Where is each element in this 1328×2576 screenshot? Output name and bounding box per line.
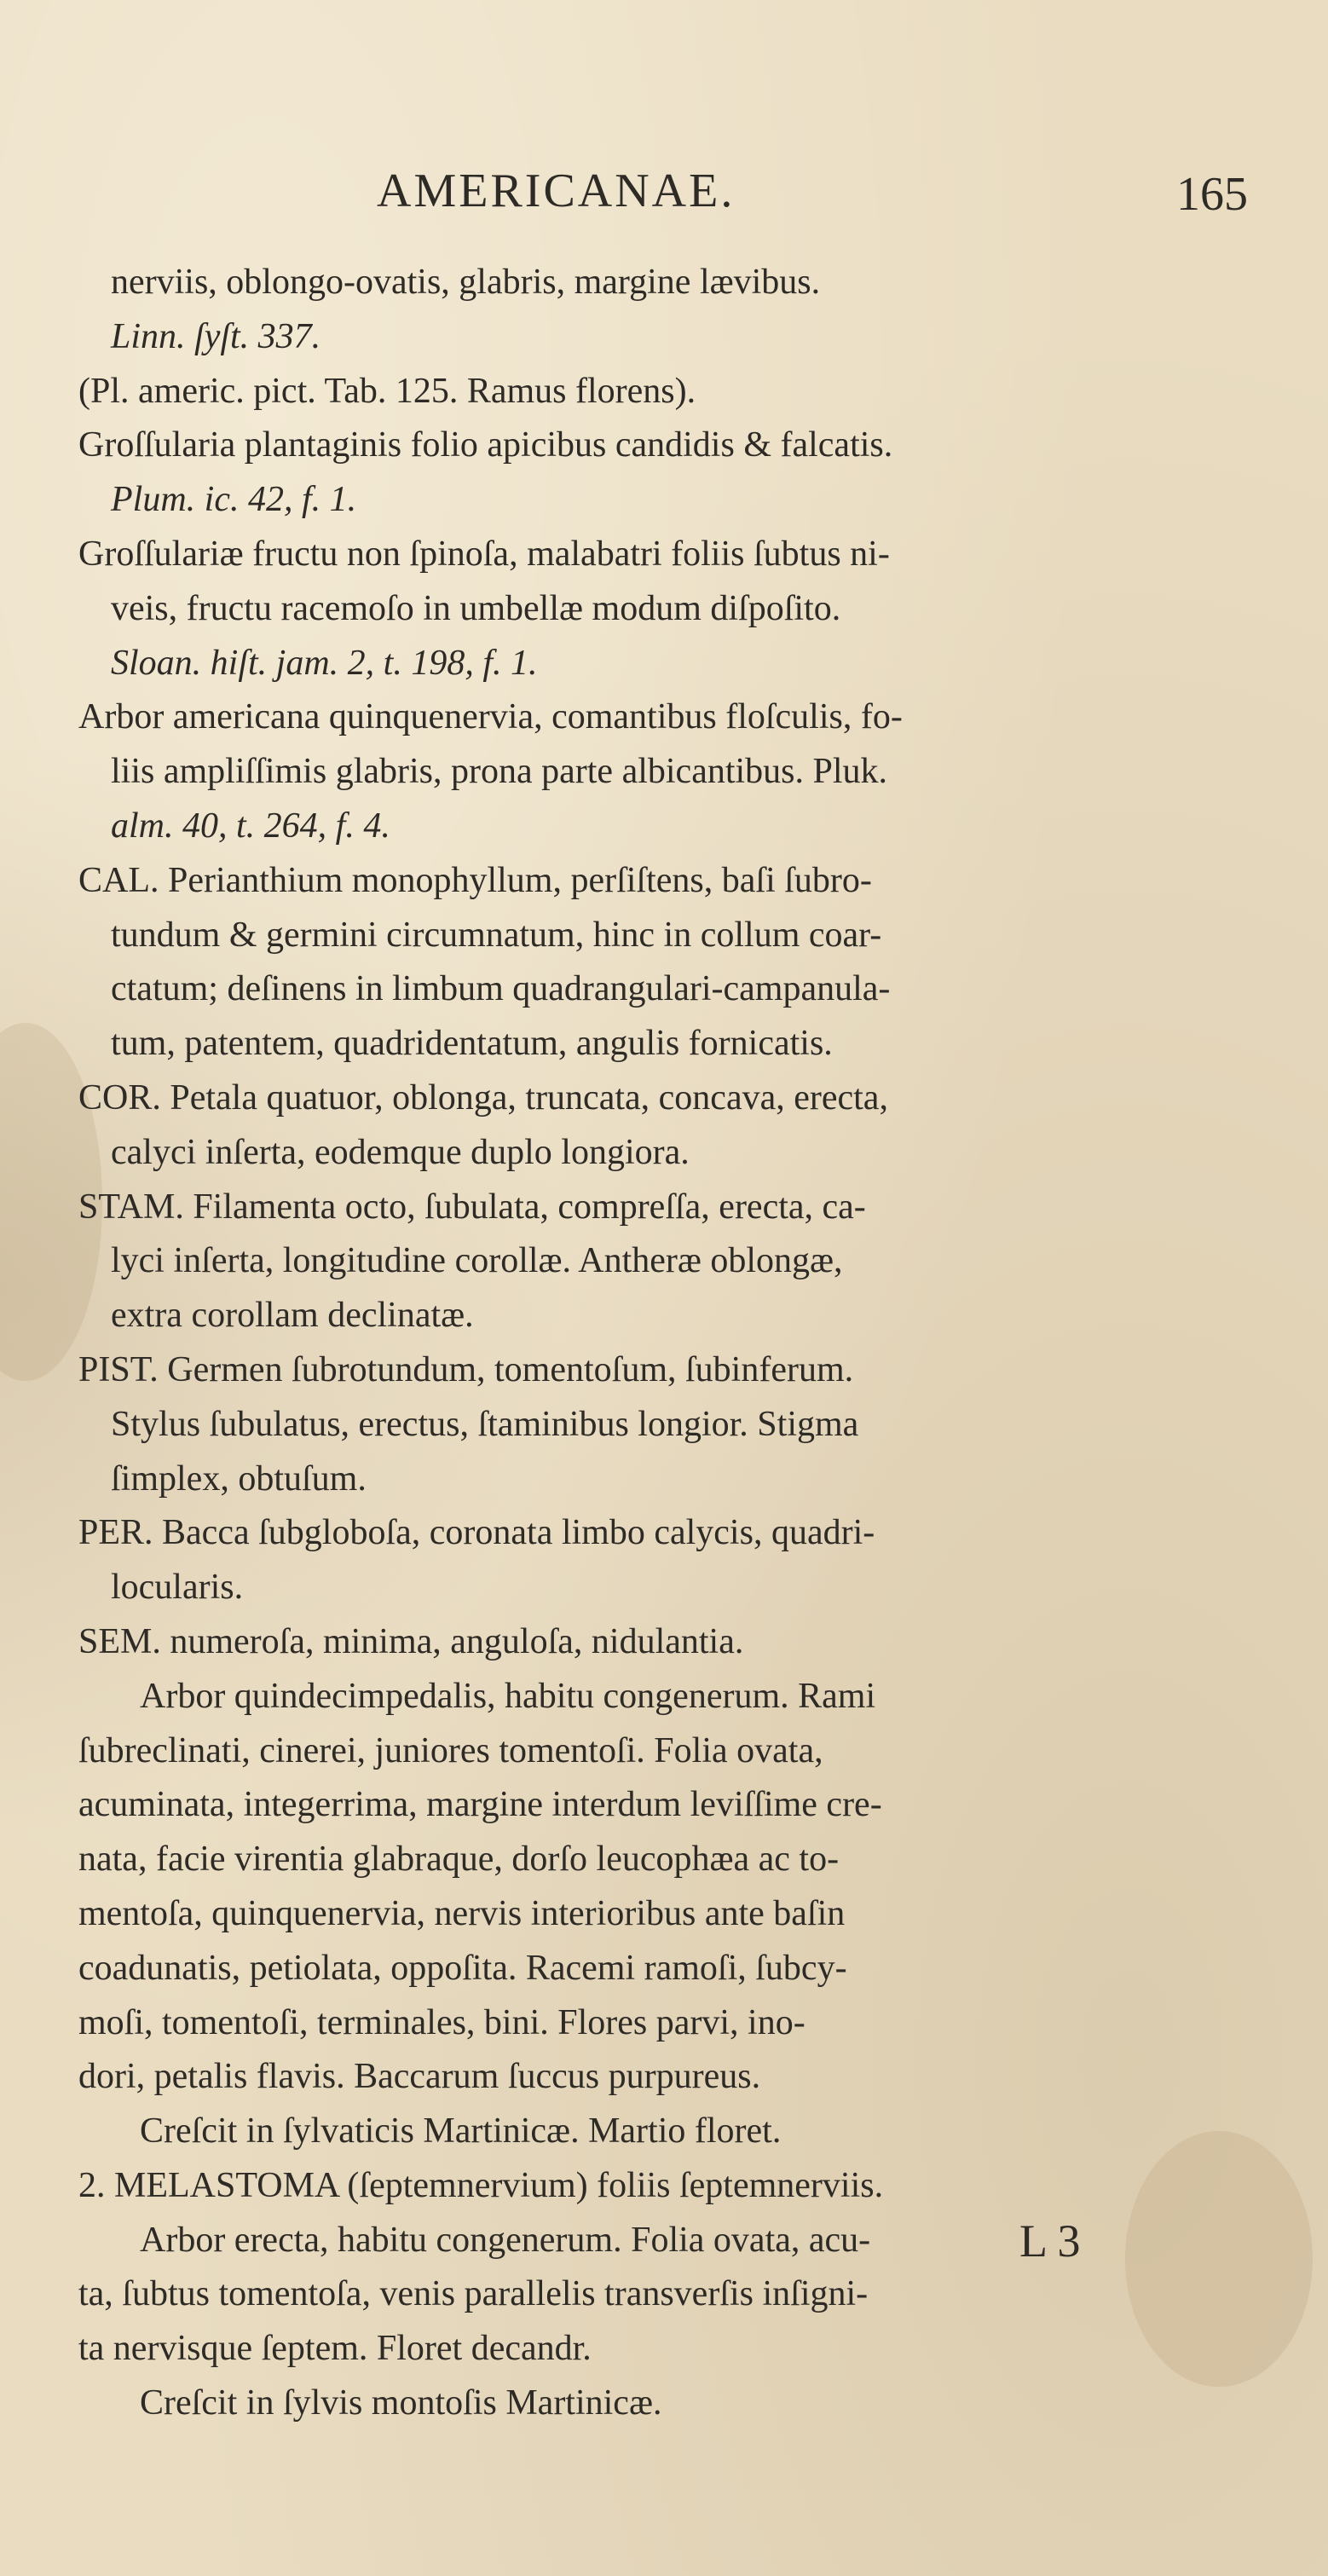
text-line: STAM. Filamenta octo, ſubulata, compreſſa, erecta, ca- [78, 1187, 866, 1227]
text-line: nerviis, oblongo-ovatis, glabris, margine lævibus. [111, 263, 821, 302]
page-number: 165 [1176, 168, 1248, 221]
text-line: CAL. Perianthium monophyllum, perſiſtens, baſi ſubro- [78, 860, 872, 900]
text-line: (Pl. americ. pict. Tab. 125. Ramus florens). [78, 371, 696, 411]
text-line: ta, ſubtus tomentoſa, venis parallelis transverſis inſigni- [78, 2274, 869, 2314]
text-line: lyci inſerta, longitudine corollæ. Antheræ oblongæ, [111, 1241, 843, 1281]
text-line: ſimplex, obtuſum. [111, 1458, 367, 1499]
text-line: 2. MELASTOMA (ſeptemnervium) foliis ſeptemnerviis. [78, 2165, 884, 2205]
text-line: Arbor quindecimpedalis, habitu congenerum. Rami [140, 1676, 876, 1716]
signature-mark: L 3 [1019, 2215, 1081, 2267]
text-line: Plum. ic. 42, f. 1. [111, 480, 357, 520]
text-line: Creſcit in ſylvis montoſis Martinicæ. [140, 2383, 662, 2423]
text-line: alm. 40, t. 264, f. 4. [111, 806, 390, 846]
text-line: ta nervisque ſeptem. Floret decandr. [78, 2329, 592, 2369]
text-line: calyci inſerta, eodemque duplo longiora. [111, 1132, 690, 1172]
text-line: SEM. numeroſa, minima, anguloſa, nidulantia. [78, 1621, 744, 1661]
page-header [0, 164, 1328, 223]
text-line: Groſſulariæ fructu non ſpinoſa, malabatri foliis ſubtus ni- [78, 534, 890, 574]
text-line: moſi, tomentoſi, terminales, bini. Flores parvi, ino- [78, 2002, 805, 2042]
text-line: PER. Bacca ſubgloboſa, coronata limbo calycis, quadri- [78, 1513, 875, 1553]
text-line: Groſſularia plantaginis folio apicibus candidis & falcatis. [78, 425, 893, 465]
text-line: Linn. ſyſt. 337. [111, 316, 321, 356]
text-line: tum, patentem, quadridentatum, angulis fornicatis. [111, 1024, 833, 1064]
running-head: AMERICANAE. [377, 165, 736, 217]
text-line: dori, petalis flavis. Baccarum ſuccus purpureus. [78, 2057, 761, 2097]
text-line: tundum & germini circumnatum, hinc in collum coar- [111, 915, 882, 955]
text-line: ſubreclinati, cinerei, juniores tomentoſi. Folia ovata, [78, 1730, 823, 1770]
text-line: coadunatis, petiolata, oppoſita. Racemi ramoſi, ſubcy- [78, 1948, 847, 1988]
text-line: Sloan. hiſt. jam. 2, t. 198, f. 1. [111, 643, 538, 683]
text-line: COR. Petala quatuor, oblonga, truncata, concava, erecta, [78, 1077, 888, 1118]
body-text [31, 256, 1198, 2431]
text-line: acuminata, integerrima, margine interdum leviſſime cre- [78, 1785, 882, 1825]
text-line: Arbor americana quinquenervia, comantibus floſculis, fo- [78, 697, 903, 737]
text-line: PIST. Germen ſubrotundum, tomentoſum, ſubinferum. [78, 1349, 854, 1389]
text-line: Stylus ſubulatus, erectus, ſtaminibus longior. Stigma [111, 1404, 859, 1444]
text-line: veis, fructu racemoſo in umbellæ modum diſpoſito. [111, 588, 841, 628]
text-line: Arbor erecta, habitu congenerum. Folia ovata, acu- [140, 2220, 871, 2260]
text-line: liis ampliſſimis glabris, prona parte albicantibus. Pluk. [111, 752, 888, 792]
text-line: nata, facie virentia glabraque, dorſo leucophæa ac to- [78, 1840, 840, 1880]
text-line: extra corollam declinatæ. [111, 1296, 474, 1336]
text-line: Creſcit in ſylvaticis Martinicæ. Martio floret. [140, 2111, 782, 2151]
text-line: locularis. [111, 1568, 244, 1608]
text-line: ctatum; deſinens in limbum quadrangulari-campanula- [111, 969, 891, 1009]
text-line: mentoſa, quinquenervia, nervis interioribus ante baſin [78, 1893, 846, 1933]
